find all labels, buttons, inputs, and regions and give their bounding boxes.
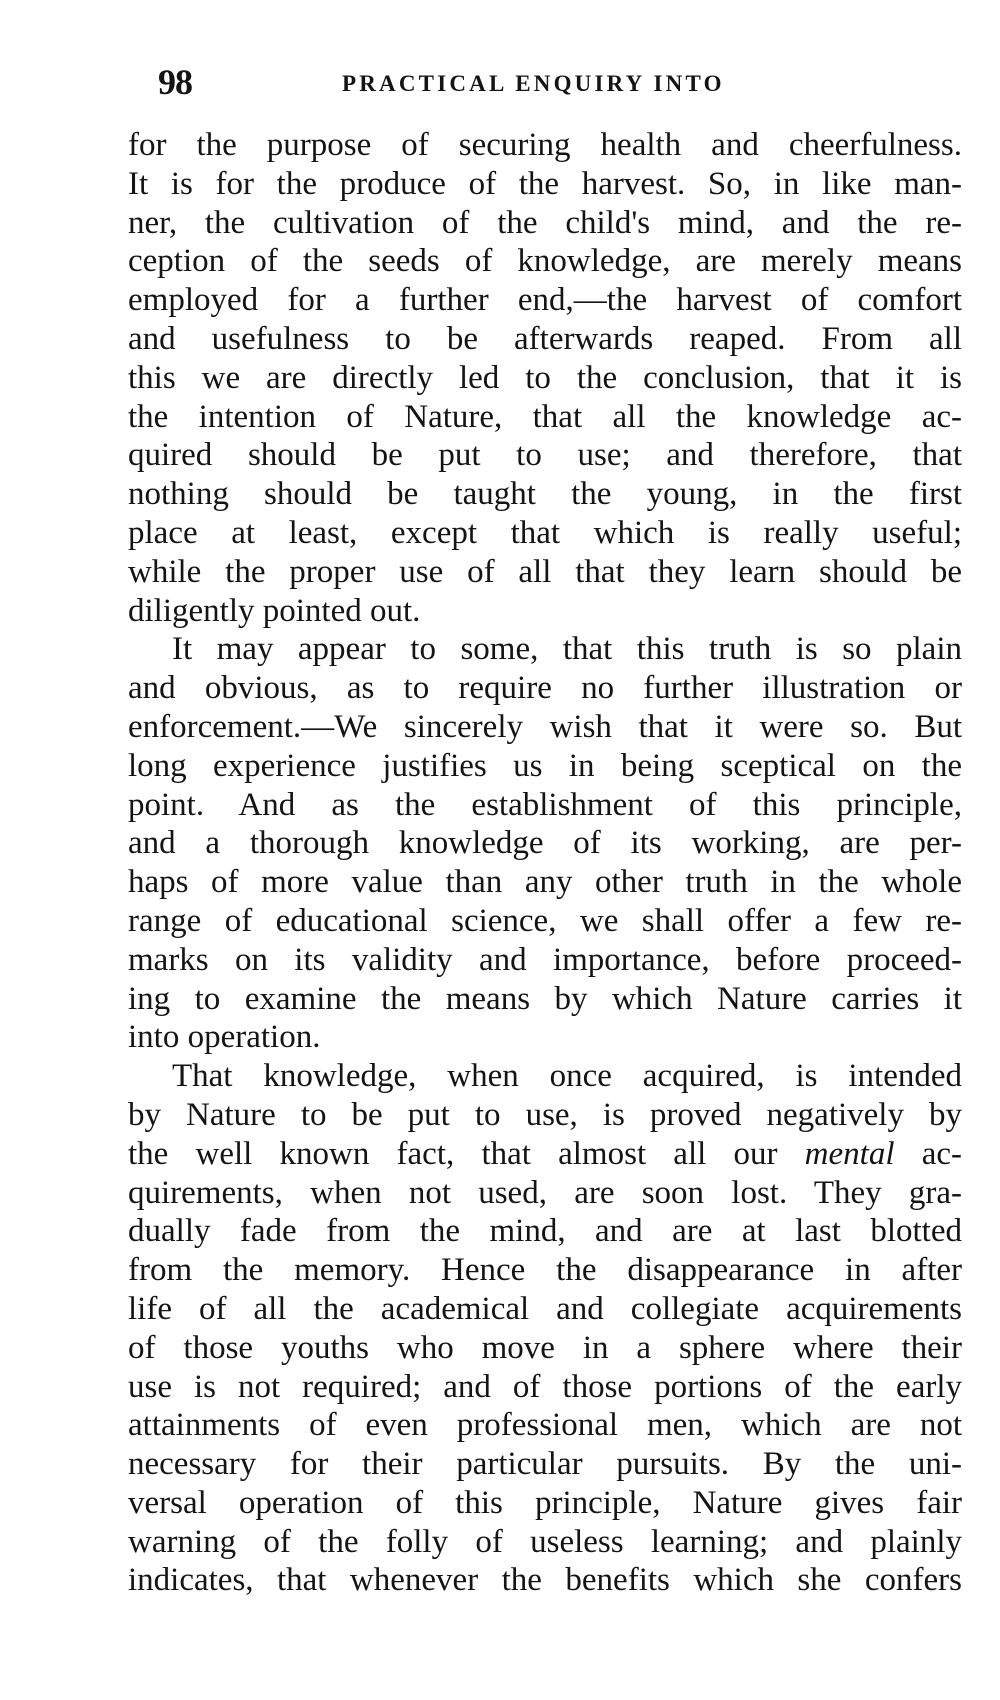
emphasized-word: mental [804, 1135, 895, 1172]
text-line: versal operation of this principle, Nature gives fair [128, 1484, 962, 1521]
running-title: PRACTICAL ENQUIRY INTO [342, 71, 725, 96]
text-line: quired should be put to use; and therefore, that [128, 437, 962, 474]
text-line: marks on its validity and importance, before proceed- [128, 941, 962, 978]
text-line: use is not required; and of those portions of the early [128, 1368, 962, 1405]
text-line: ing to examine the means by which Nature carries it [128, 980, 962, 1017]
text-line: employed for a further end,—the harvest of comfort [128, 282, 962, 319]
text-line: life of all the academical and collegiate acquirements [128, 1290, 962, 1327]
text-line: and obvious, as to require no further illustration or [128, 670, 962, 707]
paragraph-start-line: It may appear to some, that this truth is so plain [172, 631, 962, 668]
text-line: while the proper use of all that they learn should be [128, 553, 962, 590]
paragraph-end-line: into operation. [128, 1019, 321, 1056]
page-number: 98 [158, 62, 192, 102]
body-text [128, 126, 962, 1600]
text-line: of those youths who move in a sphere where their [128, 1329, 962, 1366]
text-line: haps of more value than any other truth in the whole [128, 864, 962, 901]
text-line: place at least, except that which is really useful; [128, 514, 962, 551]
text-line: ception of the seeds of knowledge, are merely means [128, 243, 962, 280]
text-line: by Nature to be put to use, is proved negatively by [128, 1096, 962, 1133]
text-run: the well known fact, that almost all our [128, 1135, 805, 1172]
text-line-with-emphasis [128, 1135, 962, 1174]
text-line: ner, the cultivation of the child's mind, and the re- [128, 204, 962, 241]
text-line: range of educational science, we shall offer a few re- [128, 902, 962, 939]
text-line: nothing should be taught the young, in the first [128, 476, 962, 513]
text-line: quirements, when not used, are soon lost. They gra- [128, 1174, 962, 1211]
text-run: ac- [894, 1135, 962, 1172]
text-line: the intention of Nature, that all the knowledge ac- [128, 398, 962, 435]
text-line: necessary for their particular pursuits. By the uni- [128, 1446, 962, 1483]
text-line: indicates, that whenever the benefits which she confers [128, 1562, 962, 1599]
text-line: this we are directly led to the conclusion, that it is [128, 359, 962, 396]
text-line: point. And as the establishment of this principle, [128, 786, 962, 823]
text-line: It is for the produce of the harvest. So, in like man- [128, 165, 962, 202]
text-line: dually fade from the mind, and are at last blotted [128, 1213, 962, 1250]
paragraph-end-line: diligently pointed out. [128, 592, 421, 629]
text-line: for the purpose of securing health and cheerfulness. [128, 127, 962, 163]
text-line: from the memory. Hence the disappearance in after [128, 1252, 962, 1289]
text-line: and a thorough knowledge of its working, are per- [128, 825, 962, 862]
running-head [158, 62, 962, 102]
text-line: attainments of even professional men, which are not [128, 1407, 962, 1444]
text-line: enforcement.—We sincerely wish that it were so. But [128, 708, 962, 745]
paragraph-start-line: That knowledge, when once acquired, is intended [172, 1058, 962, 1095]
text-line: warning of the folly of useless learning; and plainly [128, 1523, 962, 1560]
text-line: and usefulness to be afterwards reaped. From all [128, 320, 962, 357]
text-line: long experience justifies us in being sceptical on the [128, 747, 962, 784]
